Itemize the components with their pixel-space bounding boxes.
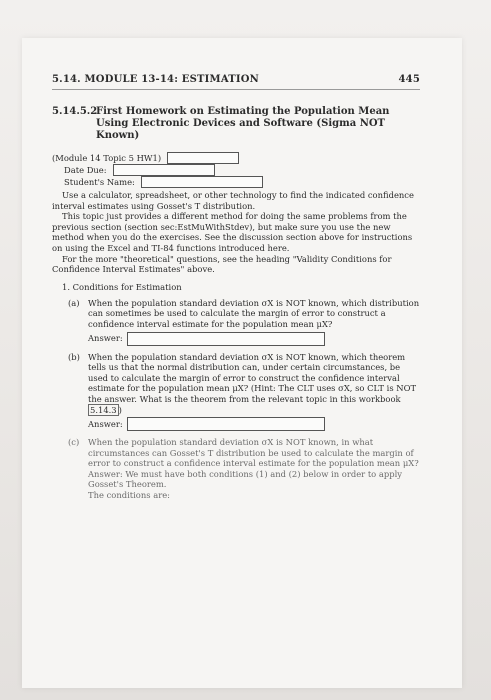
running-header	[52, 74, 420, 85]
page-number: 445	[398, 74, 420, 85]
question-b-label: (b)	[68, 351, 80, 362]
student-name-field[interactable]	[141, 176, 263, 188]
date-due-row	[52, 164, 420, 176]
question-b	[62, 352, 420, 432]
answer-c-text: Answer: We must have both conditions (1) and (2) below in order to apply Gosset's Theorem.	[88, 468, 403, 490]
section-number: 5.14.5.2	[52, 106, 98, 117]
answer-a-row	[88, 332, 420, 346]
question-b-text	[88, 352, 420, 416]
intro-paragraph-3: For the more "theoretical" questions, see the heading "Validity Conditions for Confidence Interval Estimates" above.	[52, 253, 392, 275]
conditions-are-text: The conditions are:	[88, 490, 170, 501]
assignment-info	[52, 152, 420, 188]
module-label: (Module 14 Topic 5 HW1)	[52, 152, 162, 163]
document-page	[22, 38, 462, 688]
section-reference-link[interactable]: 5.14.3	[90, 404, 117, 415]
date-due-label: Date Due:	[64, 164, 107, 175]
conditions-heading: 1. Conditions for Estimation	[62, 281, 182, 292]
student-name-label: Student's Name:	[64, 176, 135, 187]
question-c-label: (c)	[68, 437, 80, 448]
question-a-text: When the population standard deviation σX is NOT known, which distribution can sometimes be used to calculate the margin of error to construct a confidence interval estimate for the population mean μX?	[88, 297, 420, 329]
section-heading	[52, 106, 420, 142]
answer-a-field[interactable]	[127, 332, 325, 346]
question-a-label: (a)	[68, 297, 80, 308]
conditions-section	[52, 282, 420, 501]
question-c-text: When the population standard deviation σX is NOT known, in what circumstances can Gosset's T distribution be used to calculate the margin of error to construct a confidence interval estimate for the population mean μX?	[88, 437, 419, 469]
question-b-close: )	[118, 404, 122, 415]
page-content	[52, 74, 420, 501]
question-c	[62, 437, 420, 501]
answer-b-label: Answer:	[88, 418, 123, 429]
question-a	[62, 298, 420, 346]
question-b-body: When the population standard deviation σX is NOT known, which theorem tells us that the normal distribution can, under certain circumstances, be used to calculate the margin of error to construct the confidence interval estimate for the population mean μX? (Hint: The CLT uses σX, so CLT is NOT the answer. What is the theorem from the relevant topic in this workbook	[88, 351, 417, 404]
student-name-row	[52, 176, 420, 188]
answer-b-row	[88, 417, 420, 431]
module-box[interactable]	[167, 152, 239, 164]
module-row	[52, 152, 420, 164]
section-title: First Homework on Estimating the Population Mean Using Electronic Devices and Software (Sigma NOT Known)	[96, 106, 390, 141]
answer-b-field[interactable]	[127, 417, 325, 431]
header-title: 5.14. MODULE 13-14: ESTIMATION	[52, 74, 259, 85]
intro-paragraph-2: This topic just provides a different method for doing the same problems from the previous section (section sec:EstMuWithStdev), but make sure you use the new method when you do the exercises. See the discussion section above for instructions on using the Excel and TI-84 functions introduced here.	[52, 211, 413, 253]
date-due-field[interactable]	[113, 164, 215, 176]
answer-a-label: Answer:	[88, 333, 123, 344]
header-rule	[52, 89, 420, 90]
intro-paragraph-1: Use a calculator, spreadsheet, or other technology to find the indicated confidence interval estimates using Gosset's T distribution.	[52, 190, 414, 211]
